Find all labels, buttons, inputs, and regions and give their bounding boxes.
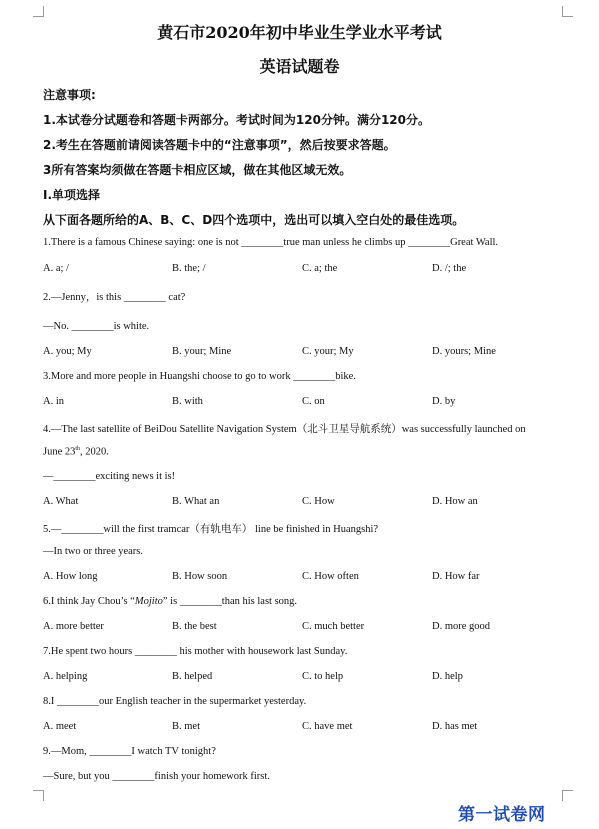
q6-stem-end: ” is ________than his last song. xyxy=(162,596,298,607)
q8-option-a: A. meet xyxy=(43,721,77,732)
q6-stem-start: 6.I think Jay Chou’s “ xyxy=(43,596,135,607)
q8-option-c: C. have met xyxy=(302,721,353,732)
q4-date: June 23 xyxy=(43,446,76,458)
q1-option-b: B. the; / xyxy=(172,263,206,274)
q8-option-d: D. has met xyxy=(432,721,478,732)
q4-option-b: B. What an xyxy=(172,496,220,507)
q4-date-year: , 2020. xyxy=(80,446,109,458)
q4-date-suffix: th xyxy=(75,446,81,452)
q7-option-a: A. helping xyxy=(43,671,88,682)
q6-option-b: B. the best xyxy=(172,621,217,632)
question-2-stem-line-2: —No. ________is white. xyxy=(43,321,150,332)
q6-option-d: D. more good xyxy=(432,621,491,632)
note-item-2: 2.考生在答题前请阅读答题卡中的“注意事项”，然后按要求答题。 xyxy=(43,138,396,152)
exam-title: 黄石市2020年初中毕业生学业水平考试 xyxy=(157,23,442,42)
question-4-stem: 4.—The last satellite of BeiDou Satellite Navigation System（北斗卫星导航系统）was successfully launched on xyxy=(43,424,526,435)
question-9-stem: 9.—Mom, ________I watch TV tonight? xyxy=(43,746,216,757)
question-7-stem: 7.He spent two hours ________ his mother with housework last Sunday. xyxy=(43,646,348,657)
q2-option-d: D. yours; Mine xyxy=(432,346,496,357)
section-instruction: 从下面各题所给的A、B、C、D四个选项中，选出可以填入空白处的最佳选项。 xyxy=(43,213,465,227)
crop-mark-top-left xyxy=(33,6,44,17)
q3-option-b: B. with xyxy=(172,396,203,407)
q1-option-a: A. a; / xyxy=(43,263,69,274)
exam-subtitle: 英语试题卷 xyxy=(259,57,340,76)
question-9-stem-line-2: —Sure, but you ________finish your homework first. xyxy=(43,771,270,782)
q5-option-a: A. How long xyxy=(43,571,98,582)
question-3-stem: 3.More and more people in Huangshi choose to go to work ________bike. xyxy=(43,371,356,382)
q2-option-c: C. your; My xyxy=(302,346,354,357)
q2-option-a: A. you; My xyxy=(43,346,92,357)
crop-mark-bottom-left xyxy=(33,790,44,801)
q3-option-d: D. by xyxy=(432,396,456,407)
q6-option-a: A. more better xyxy=(43,621,104,632)
q7-option-b: B. helped xyxy=(172,671,213,682)
q7-option-d: D. help xyxy=(432,671,463,682)
q6-option-c: C. much better xyxy=(302,621,365,632)
crop-mark-top-right xyxy=(562,6,573,17)
note-item-3: 3所有答案均须做在答题卡相应区域，做在其他区域无效。 xyxy=(43,163,352,177)
question-4-stem-line-3: —________exciting news it is! xyxy=(43,471,176,482)
q4-option-c: C. How xyxy=(302,496,335,507)
q3-option-c: C. on xyxy=(302,396,325,407)
question-2-stem: 2.—Jenny，is this ________ cat? xyxy=(43,292,186,303)
q1-option-d: D. /; the xyxy=(432,263,467,274)
question-1-stem: 1.There is a famous Chinese saying: one is not ________true man unless he climbs up ________Great Wall. xyxy=(43,237,499,248)
question-5-stem: 5.—________will the first tramcar（有轨电车） line be finished in Huangshi? xyxy=(43,524,379,535)
q3-option-a: A. in xyxy=(43,396,64,407)
question-8-stem: 8.I ________our English teacher in the supermarket yesterday. xyxy=(43,696,307,707)
question-5-stem-line-2: —In two or three years. xyxy=(43,546,144,557)
q7-option-c: C. to help xyxy=(302,671,344,682)
q8-option-b: B. met xyxy=(172,721,200,732)
question-6-stem xyxy=(43,596,297,607)
q2-option-b: B. your; Mine xyxy=(172,346,232,357)
q4-option-a: A. What xyxy=(43,496,79,507)
q1-option-c: C. a; the xyxy=(302,263,338,274)
q4-option-d: D. How an xyxy=(432,496,478,507)
crop-mark-bottom-right xyxy=(562,790,573,801)
section-title: I.单项选择 xyxy=(43,188,101,202)
question-4-stem-line-2 xyxy=(43,446,109,458)
note-item-1: 1.本试卷分试题卷和答题卡两部分。考试时间为120分钟。满分120分。 xyxy=(43,113,431,127)
watermark-logo: 第一试卷网 xyxy=(458,805,546,825)
q6-song-title: Mojito xyxy=(134,596,163,607)
q5-option-b: B. How soon xyxy=(172,571,228,582)
notes-heading: 注意事项: xyxy=(43,88,96,102)
q5-option-d: D. How far xyxy=(432,571,480,582)
q5-option-c: C. How often xyxy=(302,571,359,582)
